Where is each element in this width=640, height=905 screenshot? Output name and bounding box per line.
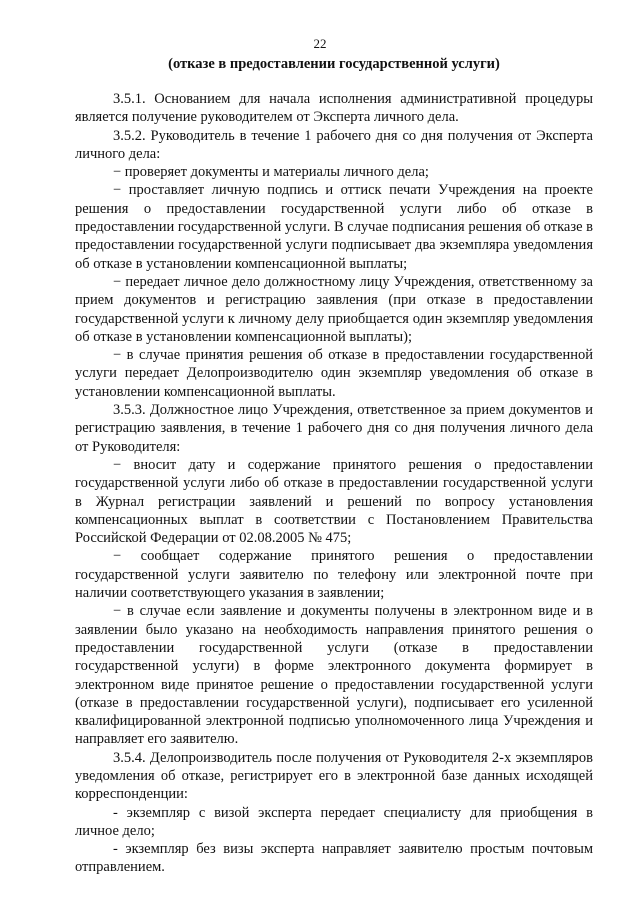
list-item-copy-with-visa: - экземпляр с визой эксперта передает специалисту для приобщения в личное дело; [75,804,593,839]
list-item-check-documents: − проверяет документы и материалы личного дела; [113,164,429,181]
paragraph-3-5-2: 3.5.2. Руководитель в течение 1 рабочего дня со дня получения от Эксперта личного дела: [75,127,593,162]
list-item-sign-decision: − проставляет личную подпись и оттиск печати Учреждения на проекте решения о предоставлении государственной услуги либо об отказе в предоставлении государственной услуги. В случае подписания решения об отказе в предоставлении государственной услуги подписывает два экземпляра уведомления об отказе в установлении компенсационной выплаты; [75,182,593,272]
paragraph-3-5-1: 3.5.1. Основанием для начала исполнения административной процедуры является получение руководителем от Эксперта личного дела. [75,91,593,126]
list-item-transfer-file: − передает личное дело должностному лицу Учреждения, ответственному за прием документов и регистрацию заявления (при отказе в предоставлении государственной услуги к личному делу приобщается один экземпляр уведомления об отказе в установлении компенсационной выплаты); [75,273,593,345]
page-number: 22 [313,36,327,51]
paragraph-3-5-4: 3.5.4. Делопроизводитель после получения от Руководителя 2-х экземпляров уведомления об отказе, регистрирует его в электронной базе данных исходящей корреспонденции: [75,749,593,803]
list-item-electronic-decision: − в случае если заявление и документы получены в электронном виде и в заявлении было указано на необходимость направления принятого решения о предоставлении государственной услуги (отказе в предоставлении государственной услуги) в форме электронного документа формирует в электронном виде принятое решение о предоставлении государственной услуги (отказе в предоставлении государственной услуги), подписывает его усиленной квалифицированной электронной подписью уполномоченного лица Учреждения и направляет его заявителю. [75,603,593,748]
paragraph-3-5-3: 3.5.3. Должностное лицо Учреждения, ответственное за прием документов и регистрацию заявления, в течение 1 рабочего дня со дня получения личного дела от Руководителя: [75,402,593,455]
list-item-inform-applicant: − сообщает содержание принятого решения о предоставлении государственной услуги заявителю по телефону или электронной почте при наличии соответствующего указания в заявлении; [75,548,593,602]
section-heading: (отказе в предоставлении государственной услуги) [168,56,500,72]
list-item-refusal-notice: − в случае принятия решения об отказе в предоставлении государственной услуги передает Делопроизводителю один экземпляр уведомления об отказе в установлении компенсационной выплаты. [75,347,593,400]
list-item-register-decision: − вносит дату и содержание принятого решения о предоставлении государственной услуги либо об отказе в предоставлении государственной услуги в Журнал регистрации заявлений и решений по вопросу установления компенсационных выплат в соответствии с Постановлением Правительства Российской Федерации от 02.08.2005 № 475; [75,456,593,547]
list-item-copy-without-visa: - экземпляр без визы эксперта направляет заявителю простым почтовым отправлением. [75,841,593,876]
document-body [75,90,593,877]
